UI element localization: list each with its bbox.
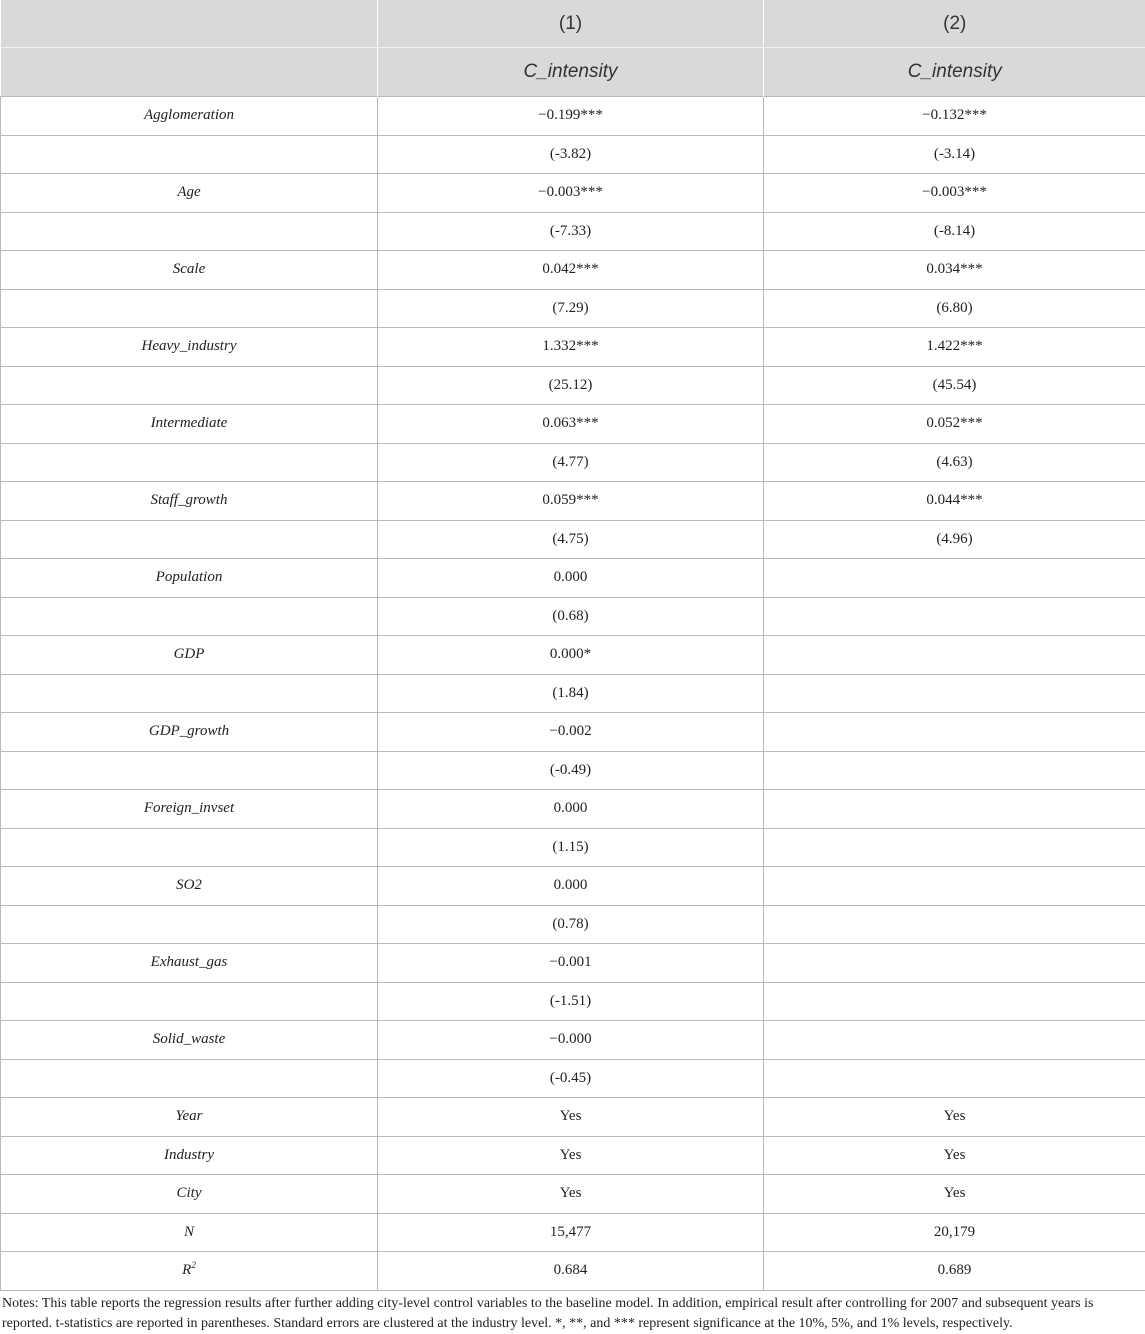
cell-column-2: (6.80)	[764, 289, 1145, 328]
table-row-r-squared	[1, 1252, 1145, 1291]
row-label: Industry	[1, 1136, 378, 1175]
cell-column-2	[764, 751, 1145, 790]
cell-column-1: 0.059***	[378, 482, 764, 521]
row-label: Solid_waste	[1, 1021, 378, 1060]
table-row	[1, 212, 1145, 251]
row-label: Staff_growth	[1, 482, 378, 521]
cell-column-2: 20,179	[764, 1213, 1145, 1252]
row-label: GDP	[1, 636, 378, 675]
row-label: Exhaust_gas	[1, 944, 378, 983]
cell-column-2: (4.96)	[764, 520, 1145, 559]
header-column-1-number: (1)	[378, 0, 764, 48]
table-row	[1, 867, 1145, 906]
table-row	[1, 751, 1145, 790]
cell-column-2: −0.132***	[764, 97, 1145, 136]
cell-column-2: 0.052***	[764, 405, 1145, 444]
cell-column-2: (-3.14)	[764, 135, 1145, 174]
cell-column-1: (-0.49)	[378, 751, 764, 790]
row-label: City	[1, 1175, 378, 1214]
cell-column-2	[764, 790, 1145, 829]
r-squared-column-1: 0.684	[378, 1252, 764, 1291]
row-label: N	[1, 1213, 378, 1252]
row-label: Agglomeration	[1, 97, 378, 136]
row-label	[1, 674, 378, 713]
cell-column-2	[764, 597, 1145, 636]
cell-column-1: 0.000	[378, 867, 764, 906]
cell-column-2	[764, 1059, 1145, 1098]
table-header	[1, 0, 1145, 97]
cell-column-1: (0.78)	[378, 905, 764, 944]
cell-column-1: 0.000	[378, 559, 764, 598]
cell-column-1: 0.000*	[378, 636, 764, 675]
r-squared-base: R	[182, 1262, 192, 1279]
cell-column-2: Yes	[764, 1175, 1145, 1214]
cell-column-1: (4.75)	[378, 520, 764, 559]
cell-column-1: −0.003***	[378, 174, 764, 213]
row-label	[1, 597, 378, 636]
cell-column-1: (-7.33)	[378, 212, 764, 251]
table-row	[1, 674, 1145, 713]
cell-column-1: (25.12)	[378, 366, 764, 405]
table-row	[1, 135, 1145, 174]
cell-column-1: (1.15)	[378, 828, 764, 867]
cell-column-1: 0.000	[378, 790, 764, 829]
cell-column-2	[764, 828, 1145, 867]
cell-column-2	[764, 905, 1145, 944]
table-notes: Notes: This table reports the regression results after further adding city-level control variables to the baseline model. In addition, empirical result after controlling for 2007 and subsequent years is reported. t-statistics are reported in parentheses. Standard errors are clustered at the industry level. *, **, and *** represent significance at the 10%, 5%, and 1% levels, respectively.	[2, 1296, 1094, 1331]
table-row	[1, 1175, 1145, 1214]
cell-column-2: (-8.14)	[764, 212, 1145, 251]
cell-column-1: (4.77)	[378, 443, 764, 482]
table-row	[1, 559, 1145, 598]
row-label	[1, 443, 378, 482]
table-row	[1, 443, 1145, 482]
header-column-2-dependent-variable: C_intensity	[764, 48, 1145, 97]
cell-column-2: 0.034***	[764, 251, 1145, 290]
row-label: GDP_growth	[1, 713, 378, 752]
r-squared-column-2: 0.689	[764, 1252, 1145, 1291]
table-row	[1, 366, 1145, 405]
cell-column-1: −0.002	[378, 713, 764, 752]
cell-column-2	[764, 982, 1145, 1021]
table-row	[1, 790, 1145, 829]
row-label: SO2	[1, 867, 378, 906]
r-squared-superscript: 2	[191, 1260, 196, 1271]
cell-column-2	[764, 674, 1145, 713]
cell-column-1: Yes	[378, 1136, 764, 1175]
row-label	[1, 135, 378, 174]
table-row	[1, 1059, 1145, 1098]
row-label: Intermediate	[1, 405, 378, 444]
row-label	[1, 520, 378, 559]
cell-column-2: Yes	[764, 1098, 1145, 1137]
cell-column-1: 1.332***	[378, 328, 764, 367]
table-row	[1, 251, 1145, 290]
cell-column-2: 1.422***	[764, 328, 1145, 367]
table-row	[1, 982, 1145, 1021]
table-row	[1, 482, 1145, 521]
cell-column-1: 0.063***	[378, 405, 764, 444]
table-row	[1, 597, 1145, 636]
row-label: Foreign_invset	[1, 790, 378, 829]
row-label	[1, 828, 378, 867]
row-label	[1, 366, 378, 405]
row-label	[1, 982, 378, 1021]
header-row-column-numbers	[1, 0, 1145, 48]
cell-column-1: 0.042***	[378, 251, 764, 290]
table-row	[1, 520, 1145, 559]
cell-column-2	[764, 713, 1145, 752]
row-label: Heavy_industry	[1, 328, 378, 367]
row-label: Year	[1, 1098, 378, 1137]
cell-column-2	[764, 867, 1145, 906]
cell-column-2: 0.044***	[764, 482, 1145, 521]
table-row	[1, 1098, 1145, 1137]
table-row	[1, 1213, 1145, 1252]
cell-column-1: −0.001	[378, 944, 764, 983]
table-row	[1, 97, 1145, 136]
cell-column-2	[764, 559, 1145, 598]
table-row	[1, 328, 1145, 367]
table-row	[1, 174, 1145, 213]
cell-column-1: −0.000	[378, 1021, 764, 1060]
cell-column-1: (1.84)	[378, 674, 764, 713]
cell-column-1: Yes	[378, 1175, 764, 1214]
table-row	[1, 905, 1145, 944]
cell-column-1: (7.29)	[378, 289, 764, 328]
table-row	[1, 944, 1145, 983]
cell-column-2: (45.54)	[764, 366, 1145, 405]
cell-column-1: (-1.51)	[378, 982, 764, 1021]
row-label	[1, 289, 378, 328]
table-row	[1, 405, 1145, 444]
cell-column-2: Yes	[764, 1136, 1145, 1175]
cell-column-1: (-3.82)	[378, 135, 764, 174]
table-row	[1, 636, 1145, 675]
header-column-2-number: (2)	[764, 0, 1145, 48]
cell-column-1: −0.199***	[378, 97, 764, 136]
row-label	[1, 905, 378, 944]
row-label: Age	[1, 174, 378, 213]
row-label	[1, 212, 378, 251]
row-label	[1, 1059, 378, 1098]
row-label-r-squared	[1, 1252, 378, 1291]
cell-column-2	[764, 1021, 1145, 1060]
cell-column-2: (4.63)	[764, 443, 1145, 482]
table-row	[1, 828, 1145, 867]
row-label	[1, 751, 378, 790]
table-body	[1, 97, 1145, 1291]
row-label: Scale	[1, 251, 378, 290]
cell-column-2: −0.003***	[764, 174, 1145, 213]
header-row-dependent-variable	[1, 48, 1145, 97]
row-label: Population	[1, 559, 378, 598]
table-row	[1, 1021, 1145, 1060]
cell-column-1: (-0.45)	[378, 1059, 764, 1098]
header-corner-2	[1, 48, 378, 97]
cell-column-1: 15,477	[378, 1213, 764, 1252]
table-row	[1, 713, 1145, 752]
header-column-1-dependent-variable: C_intensity	[378, 48, 764, 97]
table-row	[1, 289, 1145, 328]
cell-column-1: Yes	[378, 1098, 764, 1137]
cell-column-2	[764, 944, 1145, 983]
cell-column-1: (0.68)	[378, 597, 764, 636]
table-row	[1, 1136, 1145, 1175]
header-corner	[1, 0, 378, 48]
cell-column-2	[764, 636, 1145, 675]
